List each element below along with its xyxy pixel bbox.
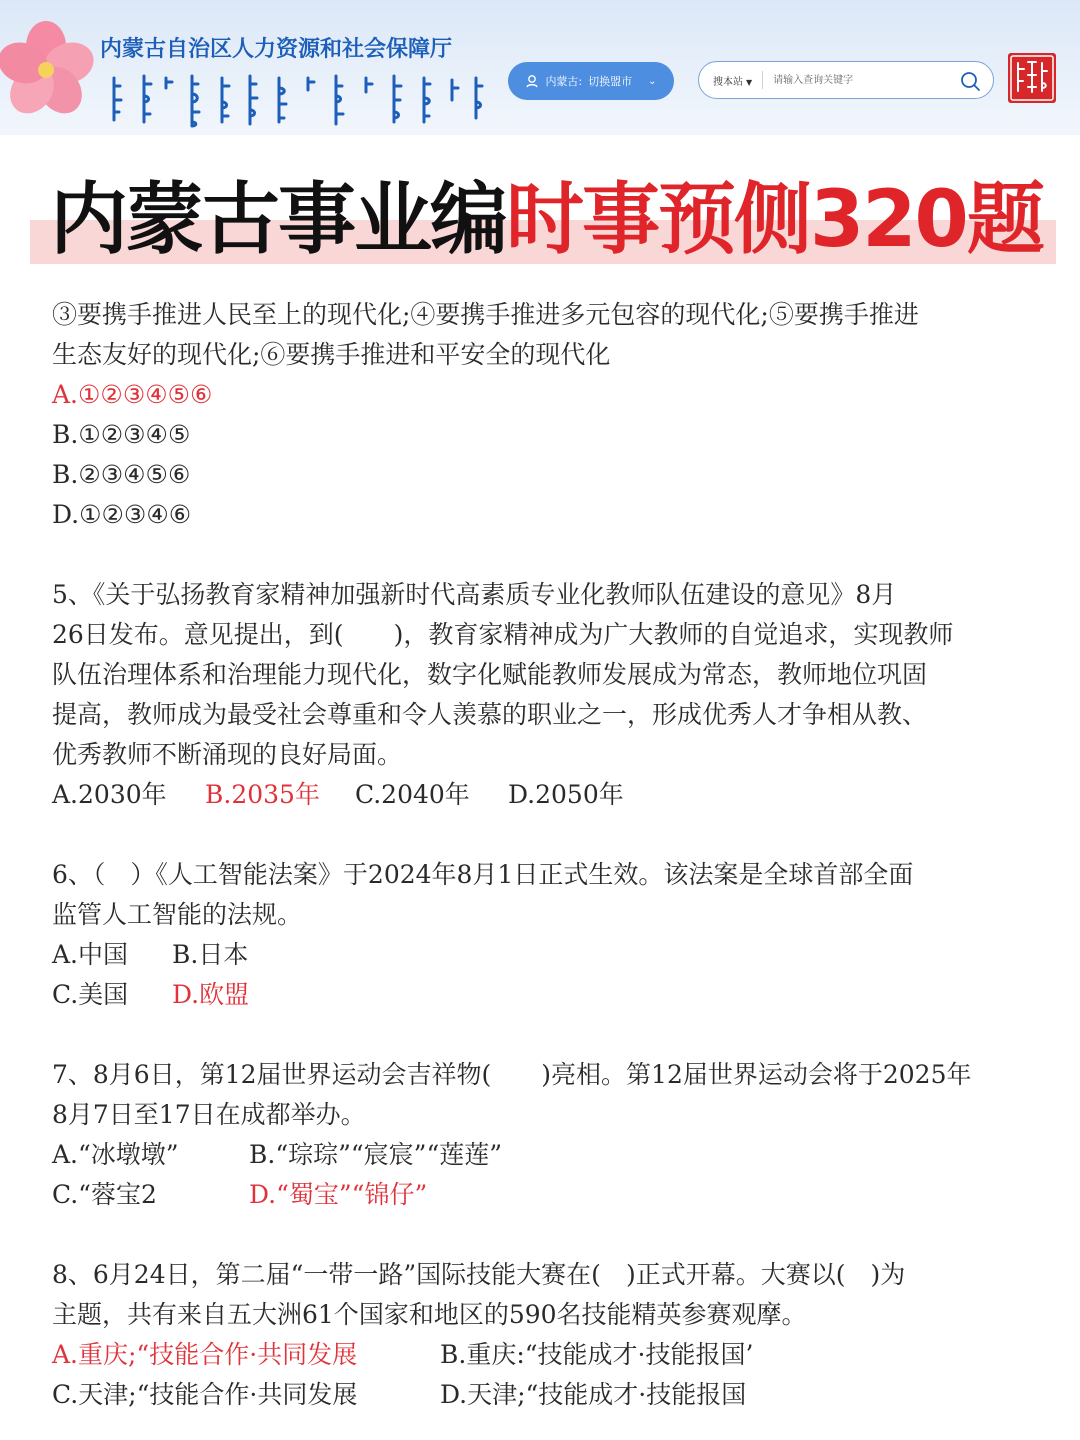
- region-switch-button[interactable]: [508, 62, 674, 100]
- page-title-part2: 时事预侧320题: [506, 175, 1043, 265]
- options-row: [52, 975, 1037, 1015]
- option: B.日本: [172, 940, 249, 969]
- question-content: [52, 295, 1037, 1415]
- question-text-line: 提高，教师成为最受社会尊重和令人羡慕的职业之一，形成优秀人才争相从教、: [52, 700, 928, 729]
- question-7: [52, 1055, 1037, 1215]
- mongolian-script-title: [104, 72, 484, 130]
- option-correct: A.①②③④⑤⑥: [52, 380, 213, 409]
- question-text-line: 5、《关于弘扬教育家精神加强新时代高素质专业化教师队伍建设的意见》8月: [52, 580, 897, 609]
- question-text-line: 8、6月24日，第二届“一带一路”国际技能大赛在( )正式开幕。大赛以( )为: [52, 1260, 906, 1289]
- option-correct: B.2035年: [205, 780, 320, 809]
- page-title-part1: 内蒙古事业编: [50, 175, 507, 265]
- option: B.重庆:“技能成才·技能报国’: [440, 1340, 754, 1369]
- options-row: [52, 1375, 1037, 1415]
- option-correct: D.“蜀宝”“锦仔”: [249, 1180, 428, 1209]
- dropdown-arrow-icon: ▼: [746, 77, 753, 87]
- search-box: [698, 61, 994, 99]
- search-scope-dropdown[interactable]: [699, 73, 762, 88]
- site-header: [0, 0, 1080, 135]
- options-row: [52, 775, 1037, 815]
- location-pin-icon: [525, 74, 539, 88]
- site-title[interactable]: 内蒙古自治区人力资源和社会保障厅: [100, 37, 453, 62]
- region-switch-label: 切换盟市: [588, 75, 633, 88]
- option: D.①②③④⑥: [52, 500, 192, 529]
- seal-icon: [1008, 53, 1056, 103]
- option: C.“蓉宝2: [52, 1180, 157, 1209]
- search-scope-label: 搜本站: [713, 76, 743, 88]
- question-text-line: 优秀教师不断涌现的良好局面。: [52, 740, 403, 769]
- option: B.②③④⑤⑥: [52, 460, 191, 489]
- option-correct: D.欧盟: [172, 980, 250, 1009]
- option: D.2050年: [508, 780, 624, 809]
- question-text-line: 6、（ ）《人工智能法案》于2024年8月1日正式生效。该法案是全球首部全面: [52, 860, 914, 889]
- question-text-line: 26日发布。意见提出，到( )，教育家精神成为广大教师的自觉追求，实现教师: [52, 620, 954, 649]
- options-row: [52, 1335, 1037, 1375]
- option: A.“冰墩墩”: [52, 1140, 179, 1169]
- search-input[interactable]: [763, 74, 945, 87]
- question-text-line: ③要携手推进人民至上的现代化;④要携手推进多元包容的现代化;⑤要携手推进: [52, 300, 919, 329]
- question-text-line: 7、8月6日，第12届世界运动会吉祥物( )亮相。第12届世界运动会将于2025年: [52, 1060, 972, 1089]
- options-row: [52, 1175, 1037, 1215]
- region-label: 内蒙古:: [545, 75, 583, 88]
- page-title: [50, 170, 1060, 270]
- option-correct: A.重庆;“技能合作·共同发展: [52, 1340, 358, 1369]
- question-text-line: 主题，共有来自五大洲61个国家和地区的590名技能精英参赛观摩。: [52, 1300, 807, 1329]
- option: B.①②③④⑤: [52, 420, 191, 449]
- search-icon[interactable]: [959, 70, 981, 92]
- question-text-line: 生态友好的现代化;⑥要携手推进和平安全的现代化: [52, 340, 611, 369]
- option: C.2040年: [355, 780, 470, 809]
- question-text-line: 监管人工智能的法规。: [52, 900, 303, 929]
- flower-logo-icon: [0, 18, 105, 123]
- option: A.中国: [52, 940, 129, 969]
- question-8: [52, 1255, 1037, 1415]
- question-text-line: 队伍治理体系和治理能力现代化，数字化赋能教师发展成为常态，教师地位巩固: [52, 660, 928, 689]
- question-5: [52, 575, 1037, 815]
- question-4: [52, 295, 1037, 535]
- question-6: [52, 855, 1037, 1015]
- option: A.2030年: [52, 780, 167, 809]
- options-row: [52, 1135, 1037, 1175]
- question-text-line: 8月7日至17日在成都举办。: [52, 1100, 366, 1129]
- option: C.美国: [52, 980, 129, 1009]
- option: B.“琮琮”“宸宸”“莲莲”: [249, 1140, 503, 1169]
- option: D.天津;“技能成才·技能报国: [440, 1380, 747, 1409]
- options-row: [52, 935, 1037, 975]
- chevron-down-icon: ⌄: [648, 75, 657, 87]
- option: C.天津;“技能合作·共同发展: [52, 1380, 358, 1409]
